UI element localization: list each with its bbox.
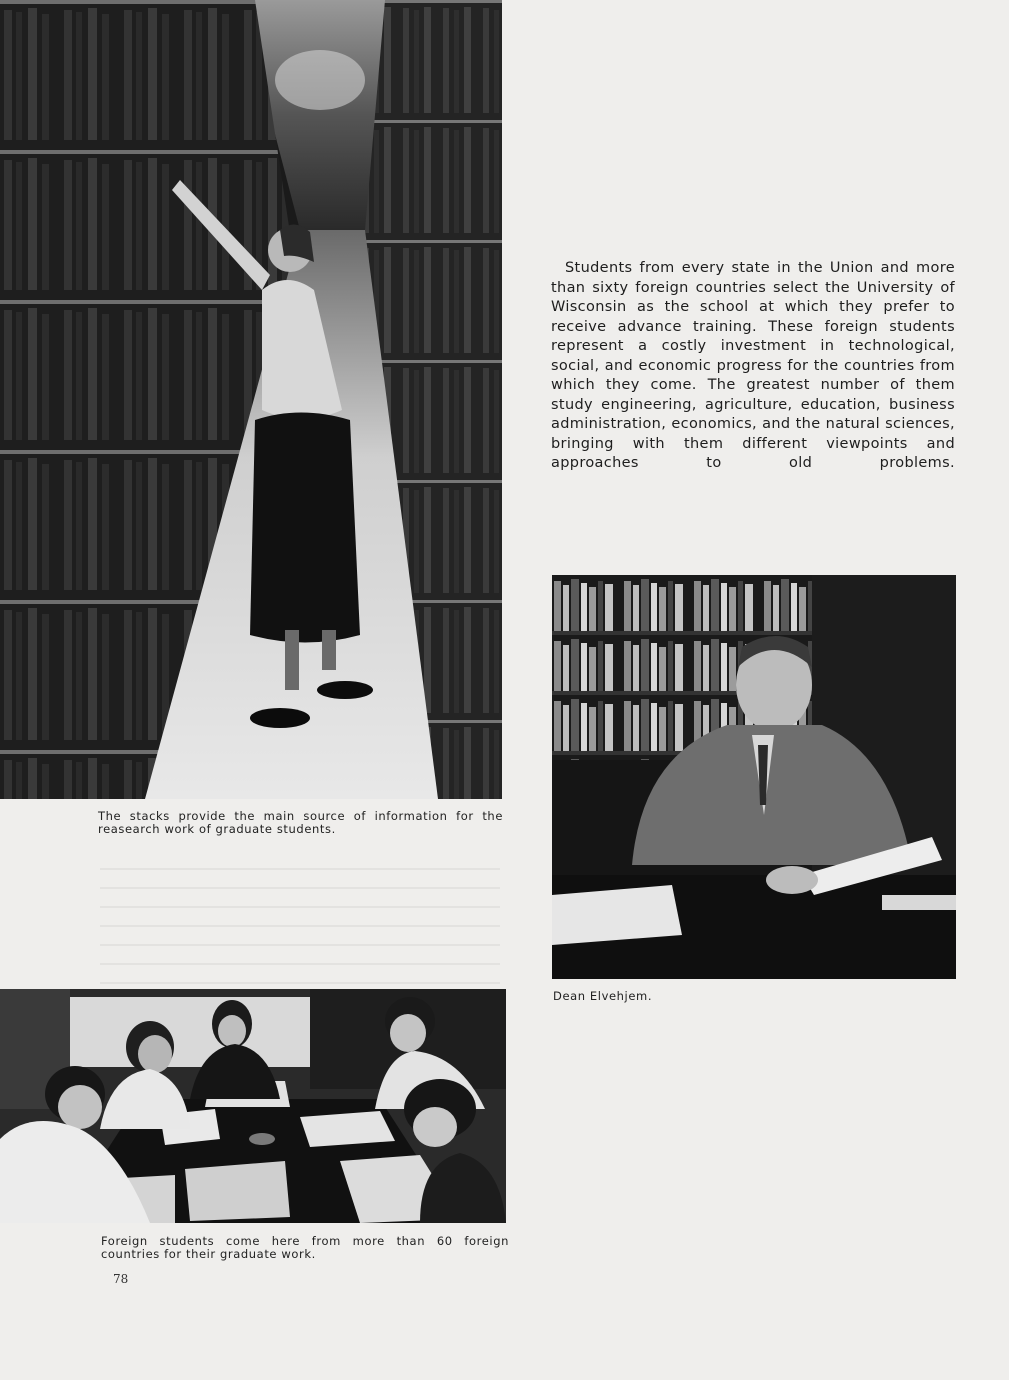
library-stacks-photo [0,0,502,799]
page-number: 78 [113,1272,129,1286]
foreign-students-photo [0,989,506,1223]
bleed-through [100,868,500,988]
article-body: Students from every state in the Union and more than sixty foreign countries select the University of Wisconsin as the school at which they prefer to receive advance training. These foreign students represent a costly investment in technological, social, and economic progress for the countries from which they come. The greatest number of them study engineering, agriculture, education, business administration, economics, and the natural sciences, bringing with them different viewpoints and approaches to old problems. [551,260,955,471]
dean-elvehjem-photo [552,575,956,979]
stacks-caption: The stacks provide the main source of information for the reasearch work of graduate students. [98,809,503,836]
students-caption: Foreign students come here from more than 60 foreign countries for their graduate work. [101,1234,509,1261]
dean-caption: Dean Elvehjem. [553,989,653,1003]
